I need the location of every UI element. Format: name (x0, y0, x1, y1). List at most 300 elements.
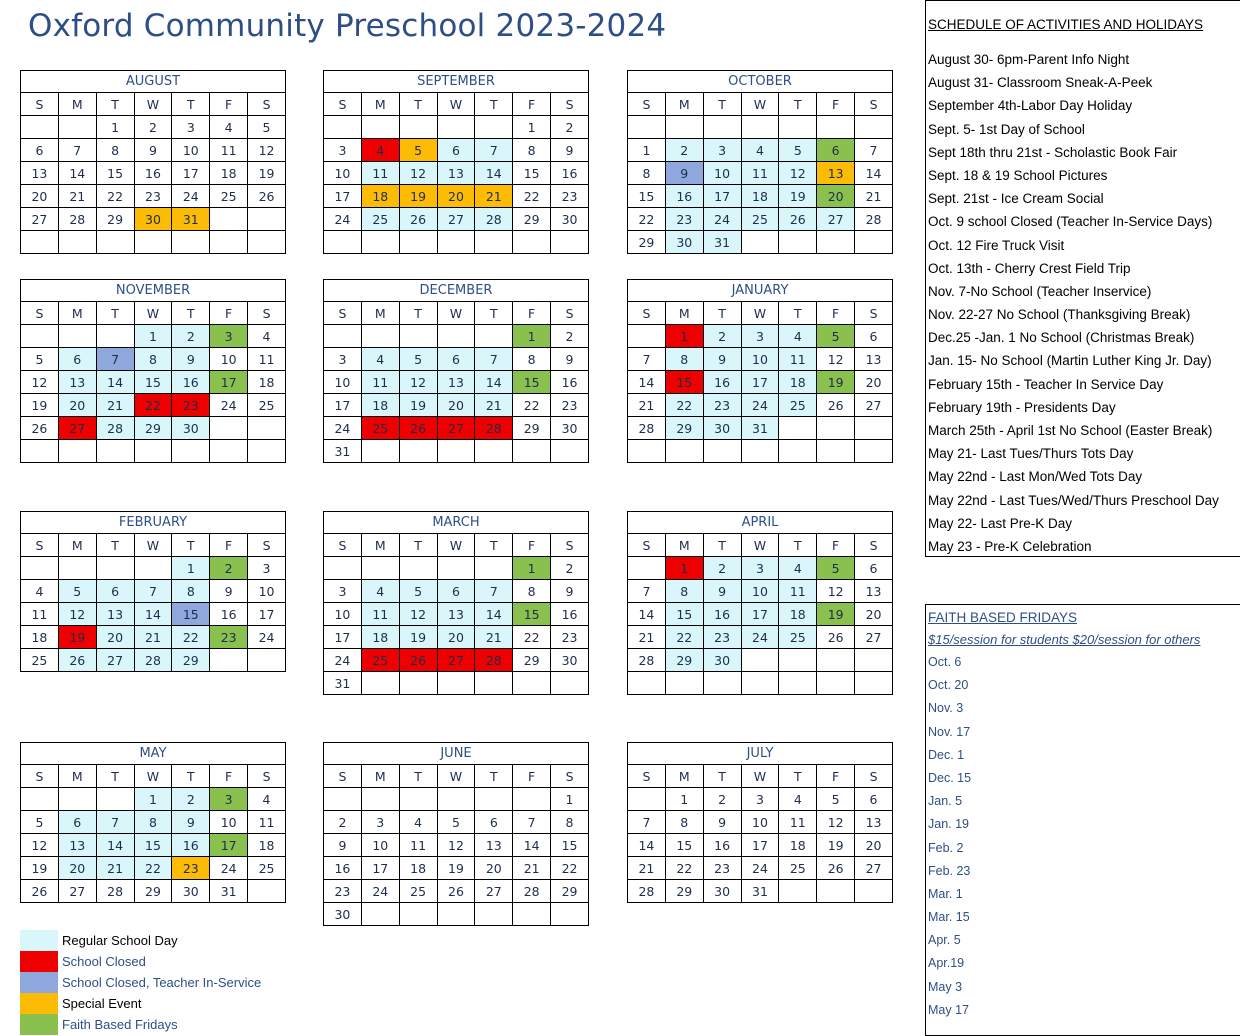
day-cell: 13 (96, 603, 134, 626)
day-cell: 15 (513, 371, 551, 394)
weekday-header: T (475, 93, 513, 116)
legend-label: Faith Based Fridays (62, 1017, 178, 1032)
day-cell: 17 (324, 626, 362, 649)
day-cell: 4 (399, 811, 437, 834)
day-cell: 18 (21, 626, 59, 649)
day-cell: 29 (96, 208, 134, 231)
day-cell: 1 (134, 325, 172, 348)
week-row (324, 440, 589, 463)
schedule-item: March 25th - April 1st No School (Easter Break) (928, 423, 1213, 438)
week-row (21, 626, 286, 649)
day-cell (248, 417, 286, 440)
week-row (628, 811, 893, 834)
day-cell (628, 325, 666, 348)
week-row (628, 788, 893, 811)
weekday-header: T (96, 765, 134, 788)
day-cell: 21 (628, 857, 666, 880)
day-cell (741, 672, 779, 695)
day-cell: 24 (210, 857, 248, 880)
day-cell: 4 (741, 139, 779, 162)
weekday-header: M (665, 93, 703, 116)
day-cell: 21 (96, 394, 134, 417)
day-cell: 8 (513, 348, 551, 371)
day-cell (779, 440, 817, 463)
month-name: DECEMBER (324, 280, 589, 302)
week-row (628, 231, 893, 254)
day-cell (779, 116, 817, 139)
day-cell: 13 (855, 348, 893, 371)
day-cell: 3 (324, 580, 362, 603)
week-row (628, 394, 893, 417)
day-cell: 9 (703, 811, 741, 834)
day-cell: 16 (210, 603, 248, 626)
weekday-header: S (855, 534, 893, 557)
day-cell: 20 (855, 603, 893, 626)
day-cell: 20 (437, 394, 475, 417)
day-cell: 27 (437, 208, 475, 231)
weekday-header: W (437, 302, 475, 325)
day-cell: 18 (248, 371, 286, 394)
day-cell: 28 (628, 417, 666, 440)
day-cell: 23 (551, 626, 589, 649)
legend-label: School Closed (62, 954, 146, 969)
day-cell: 3 (741, 788, 779, 811)
day-cell: 7 (628, 348, 666, 371)
day-cell (96, 325, 134, 348)
week-row (324, 325, 589, 348)
day-cell: 11 (21, 603, 59, 626)
weekday-header: T (172, 534, 210, 557)
day-cell (58, 557, 96, 580)
day-cell: 18 (361, 394, 399, 417)
weekday-header: M (665, 534, 703, 557)
day-cell: 25 (21, 649, 59, 672)
schedule-item: May 23 - Pre-K Celebration (928, 538, 1092, 554)
day-cell: 3 (210, 325, 248, 348)
day-cell (361, 903, 399, 926)
day-cell (551, 672, 589, 695)
month-september (323, 70, 589, 254)
color-legend (20, 930, 320, 1035)
schedule-item: August 30- 6pm-Parent Info Night (928, 52, 1130, 67)
faith-date: Mar. 15 (928, 910, 970, 925)
week-row (324, 857, 589, 880)
day-cell: 28 (475, 208, 513, 231)
day-cell (399, 672, 437, 695)
day-cell: 3 (172, 116, 210, 139)
day-cell: 7 (134, 580, 172, 603)
day-cell: 17 (741, 603, 779, 626)
day-cell: 13 (21, 162, 59, 185)
day-cell: 14 (134, 603, 172, 626)
day-cell: 4 (361, 139, 399, 162)
month-may (20, 742, 286, 903)
weekday-header: W (741, 534, 779, 557)
day-cell: 14 (628, 834, 666, 857)
legend-item (20, 972, 320, 993)
day-cell: 25 (779, 626, 817, 649)
legend-swatch (20, 930, 58, 951)
day-cell: 5 (437, 811, 475, 834)
weekday-header: W (437, 534, 475, 557)
day-cell (437, 788, 475, 811)
day-cell (399, 557, 437, 580)
faith-date: Nov. 17 (928, 724, 971, 739)
day-cell (628, 440, 666, 463)
week-row (324, 811, 589, 834)
day-cell: 17 (210, 834, 248, 857)
day-cell: 1 (134, 788, 172, 811)
weekday-header: T (96, 93, 134, 116)
weekday-header: S (628, 302, 666, 325)
day-cell (21, 325, 59, 348)
day-cell (248, 208, 286, 231)
day-cell: 22 (513, 626, 551, 649)
weekday-header: T (399, 534, 437, 557)
day-cell: 5 (817, 788, 855, 811)
weekday-header: M (665, 302, 703, 325)
day-cell: 7 (513, 811, 551, 834)
day-cell (399, 788, 437, 811)
weekday-header: T (779, 534, 817, 557)
day-cell: 12 (58, 603, 96, 626)
day-cell: 10 (703, 162, 741, 185)
day-cell: 21 (475, 185, 513, 208)
day-cell (475, 116, 513, 139)
day-cell (134, 231, 172, 254)
day-cell: 30 (665, 231, 703, 254)
day-cell: 24 (741, 857, 779, 880)
day-cell: 13 (437, 162, 475, 185)
weekday-header: T (399, 93, 437, 116)
day-cell (21, 788, 59, 811)
day-cell (855, 880, 893, 903)
schedule-item: Sept. 5- 1st Day of School (928, 121, 1085, 137)
day-cell (324, 231, 362, 254)
week-row (324, 208, 589, 231)
day-cell: 24 (324, 208, 362, 231)
day-cell: 25 (399, 880, 437, 903)
day-cell: 28 (513, 880, 551, 903)
day-cell: 27 (855, 626, 893, 649)
weekday-header: F (210, 302, 248, 325)
week-row (628, 208, 893, 231)
day-cell: 23 (703, 857, 741, 880)
day-cell: 27 (96, 649, 134, 672)
week-row (21, 394, 286, 417)
day-cell: 23 (703, 394, 741, 417)
day-cell (703, 672, 741, 695)
day-cell: 28 (475, 417, 513, 440)
weekday-header: W (741, 93, 779, 116)
day-cell (817, 880, 855, 903)
legend-item (20, 930, 320, 951)
day-cell (475, 440, 513, 463)
weekday-header: W (134, 534, 172, 557)
day-cell: 21 (475, 394, 513, 417)
schedule-list (926, 48, 1240, 558)
day-cell: 22 (628, 208, 666, 231)
day-cell: 15 (665, 834, 703, 857)
weekday-header: S (248, 93, 286, 116)
day-cell (475, 325, 513, 348)
week-row (324, 139, 589, 162)
day-cell: 26 (817, 626, 855, 649)
week-row (628, 880, 893, 903)
weekday-header: M (361, 534, 399, 557)
day-cell: 5 (399, 139, 437, 162)
day-cell: 3 (703, 139, 741, 162)
legend-swatch (20, 951, 58, 972)
day-cell: 19 (399, 185, 437, 208)
week-row (324, 348, 589, 371)
day-cell: 4 (779, 788, 817, 811)
day-cell: 30 (703, 649, 741, 672)
day-cell: 21 (96, 857, 134, 880)
day-cell: 24 (210, 394, 248, 417)
day-cell (437, 325, 475, 348)
week-row (21, 834, 286, 857)
week-row (324, 834, 589, 857)
month-january (627, 279, 893, 463)
weekday-header: M (58, 93, 96, 116)
day-cell: 15 (513, 603, 551, 626)
schedule-heading: SCHEDULE OF ACTIVITIES AND HOLIDAYS (928, 17, 1204, 32)
faith-date: May 3 (928, 979, 963, 994)
weekday-header: T (475, 302, 513, 325)
week-row (628, 139, 893, 162)
schedule-panel (925, 0, 1240, 557)
month-name: OCTOBER (628, 71, 893, 93)
day-cell (779, 231, 817, 254)
schedule-item: Dec.25 -Jan. 1 No School (Christmas Break) (928, 330, 1195, 346)
day-cell (741, 440, 779, 463)
day-cell: 8 (513, 580, 551, 603)
week-row (21, 139, 286, 162)
day-cell: 7 (475, 348, 513, 371)
week-row (324, 417, 589, 440)
weekday-header: F (513, 302, 551, 325)
weekday-header: T (779, 302, 817, 325)
day-cell: 25 (361, 208, 399, 231)
weekday-header: T (172, 93, 210, 116)
weekday-header: W (134, 765, 172, 788)
week-row (324, 580, 589, 603)
day-cell: 21 (475, 626, 513, 649)
day-cell: 12 (21, 834, 59, 857)
day-cell: 4 (779, 325, 817, 348)
weekday-header: S (628, 534, 666, 557)
day-cell: 8 (551, 811, 589, 834)
day-cell: 10 (210, 811, 248, 834)
day-cell: 5 (399, 580, 437, 603)
faith-date: May 17 (928, 1002, 969, 1017)
day-cell: 12 (399, 162, 437, 185)
weekday-header: S (248, 534, 286, 557)
day-cell: 29 (134, 417, 172, 440)
day-cell: 31 (324, 440, 362, 463)
day-cell: 8 (513, 139, 551, 162)
day-cell: 20 (855, 834, 893, 857)
weekday-header: T (703, 765, 741, 788)
day-cell: 28 (628, 649, 666, 672)
day-cell: 4 (779, 557, 817, 580)
day-cell: 4 (361, 580, 399, 603)
day-cell: 13 (437, 371, 475, 394)
day-cell: 16 (551, 603, 589, 626)
week-row (628, 857, 893, 880)
day-cell: 18 (361, 626, 399, 649)
day-cell: 7 (96, 811, 134, 834)
day-cell: 28 (58, 208, 96, 231)
day-cell (248, 231, 286, 254)
day-cell: 2 (172, 788, 210, 811)
day-cell: 16 (665, 185, 703, 208)
day-cell (324, 788, 362, 811)
day-cell (210, 417, 248, 440)
day-cell (437, 672, 475, 695)
day-cell: 22 (513, 185, 551, 208)
day-cell: 15 (551, 834, 589, 857)
day-cell (513, 231, 551, 254)
day-cell: 3 (741, 325, 779, 348)
schedule-item: Nov. 22-27 No School (Thanksgiving Break) (928, 307, 1191, 323)
month-december (323, 279, 589, 463)
day-cell: 11 (399, 834, 437, 857)
day-cell: 8 (134, 348, 172, 371)
day-cell: 26 (21, 880, 59, 903)
day-cell (399, 231, 437, 254)
week-row (21, 603, 286, 626)
day-cell: 3 (210, 788, 248, 811)
day-cell: 24 (703, 208, 741, 231)
day-cell: 5 (21, 348, 59, 371)
day-cell (855, 649, 893, 672)
day-cell: 9 (703, 348, 741, 371)
legend-swatch (20, 993, 58, 1014)
day-cell: 21 (855, 185, 893, 208)
day-cell (361, 231, 399, 254)
day-cell: 14 (513, 834, 551, 857)
day-cell (361, 116, 399, 139)
day-cell: 23 (172, 857, 210, 880)
day-cell: 16 (703, 834, 741, 857)
day-cell: 5 (58, 580, 96, 603)
day-cell: 17 (248, 603, 286, 626)
day-cell (361, 672, 399, 695)
day-cell (855, 672, 893, 695)
day-cell: 14 (96, 371, 134, 394)
schedule-item: May 22nd - Last Mon/Wed Tots Day (928, 469, 1143, 485)
day-cell: 23 (703, 626, 741, 649)
day-cell (741, 231, 779, 254)
day-cell: 9 (551, 139, 589, 162)
day-cell: 2 (551, 325, 589, 348)
day-cell: 2 (172, 325, 210, 348)
schedule-item: Jan. 15- No School (Martin Luther King Jr. Day) (928, 353, 1212, 369)
day-cell: 11 (361, 371, 399, 394)
day-cell: 16 (324, 857, 362, 880)
day-cell (551, 231, 589, 254)
day-cell: 22 (665, 394, 703, 417)
schedule-item: Nov. 7-No School (Teacher Inservice) (928, 283, 1152, 299)
day-cell: 15 (628, 185, 666, 208)
week-row (628, 371, 893, 394)
day-cell: 18 (399, 857, 437, 880)
day-cell: 25 (210, 185, 248, 208)
day-cell: 7 (475, 139, 513, 162)
day-cell: 29 (513, 417, 551, 440)
day-cell: 9 (665, 162, 703, 185)
week-row (324, 903, 589, 926)
day-cell: 17 (210, 371, 248, 394)
legend-swatch (20, 1014, 58, 1035)
day-cell (210, 231, 248, 254)
faith-dates-list (926, 651, 1240, 1022)
day-cell: 29 (172, 649, 210, 672)
week-row (324, 649, 589, 672)
day-cell: 25 (779, 394, 817, 417)
month-name: MAY (21, 743, 286, 765)
day-cell: 17 (324, 185, 362, 208)
day-cell: 15 (134, 834, 172, 857)
week-row (324, 880, 589, 903)
day-cell: 3 (324, 348, 362, 371)
day-cell: 22 (134, 857, 172, 880)
day-cell (58, 116, 96, 139)
day-cell (628, 672, 666, 695)
day-cell (628, 788, 666, 811)
day-cell: 2 (210, 557, 248, 580)
day-cell: 24 (172, 185, 210, 208)
day-cell: 10 (324, 371, 362, 394)
day-cell (817, 649, 855, 672)
week-row (21, 348, 286, 371)
day-cell: 6 (817, 139, 855, 162)
day-cell: 17 (324, 394, 362, 417)
week-row (628, 626, 893, 649)
day-cell: 30 (703, 880, 741, 903)
weekday-header: T (703, 93, 741, 116)
day-cell: 19 (248, 162, 286, 185)
day-cell: 19 (58, 626, 96, 649)
day-cell: 29 (665, 880, 703, 903)
day-cell: 14 (855, 162, 893, 185)
day-cell: 11 (248, 811, 286, 834)
day-cell: 3 (741, 557, 779, 580)
day-cell (779, 417, 817, 440)
day-cell: 17 (741, 371, 779, 394)
day-cell: 6 (855, 557, 893, 580)
day-cell (96, 440, 134, 463)
week-row (21, 580, 286, 603)
day-cell: 19 (399, 394, 437, 417)
weekday-header: S (855, 93, 893, 116)
day-cell: 22 (551, 857, 589, 880)
day-cell: 7 (96, 348, 134, 371)
week-row (324, 394, 589, 417)
schedule-item: Sept. 18 & 19 School Pictures (928, 167, 1108, 183)
schedule-item: Sept 18th thru 21st - Scholastic Book Fair (928, 144, 1178, 160)
day-cell: 8 (665, 348, 703, 371)
day-cell: 9 (551, 348, 589, 371)
day-cell: 1 (551, 788, 589, 811)
day-cell: 24 (741, 626, 779, 649)
day-cell: 16 (172, 834, 210, 857)
day-cell: 22 (96, 185, 134, 208)
week-row (21, 162, 286, 185)
weekday-header: S (551, 302, 589, 325)
